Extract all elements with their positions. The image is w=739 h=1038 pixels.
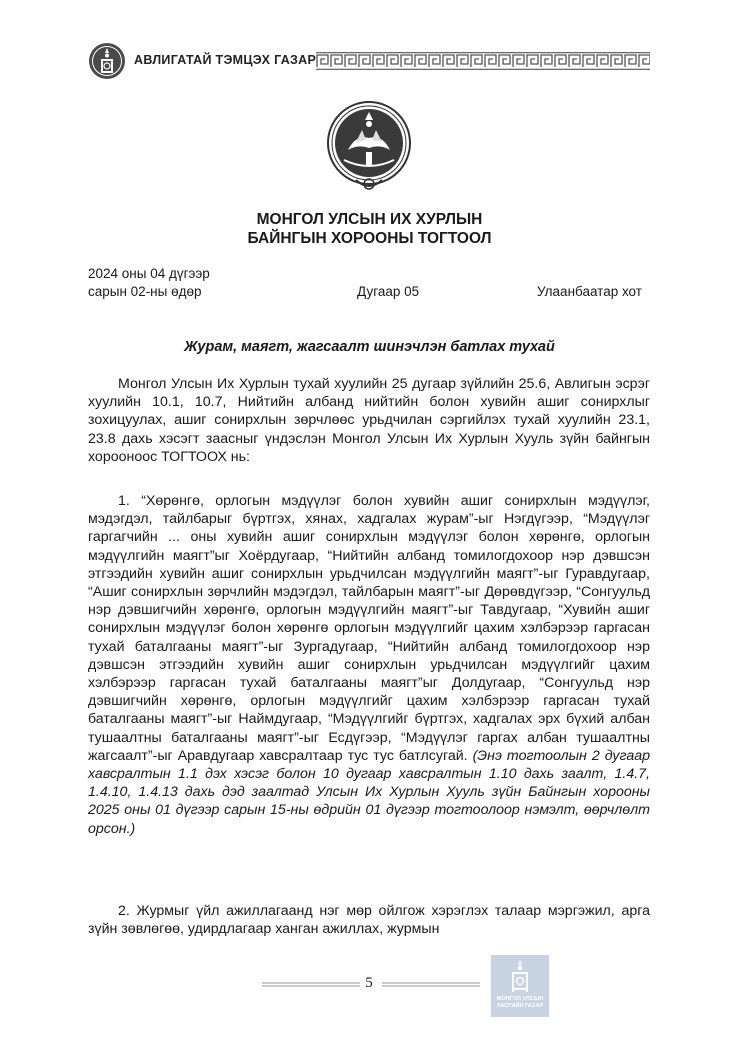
footer-rule-right — [382, 982, 480, 987]
page-number: 5 — [365, 975, 373, 991]
footer-rule-left — [262, 982, 360, 987]
document-place: Улаанбаатар хот — [537, 284, 642, 299]
document-number: Дугаар 05 — [357, 284, 420, 299]
item-1-paragraph — [88, 492, 650, 838]
date-line2: сарын 02-ны өдөр — [88, 284, 202, 299]
state-emblem-icon — [326, 100, 412, 195]
government-logo — [491, 955, 549, 1017]
intro-paragraph: Монгол Улсын Их Хурлын тухай хуулийн 25 дугаар зүйлийн 25.6, Авлигын эсрэг хуулийн 10.1, 10.7, Нийтийн албанд нийтийн болон хувийн ашиг сонирхлыг зохицуулах, ашиг сонирхлын зөрчлөөс урьдчилан сэргийлэх тухай хуулийн 23.1, 23.8 дахь хэсэгт заасныг үндэслэн Монгол Улсын Их Хурлын Хууль зүйн байнгын хорооноос ТОГТООХ нь: — [88, 376, 650, 465]
date-line1: 2024 оны 04 дүгээр — [88, 266, 210, 281]
item-1-amendment-note: (Энэ тогтоолын 2 дугаар хавсралтын 1.1 дэх хэсэг болон 10 дугаар хавсралтын 1.10 дахь заалт, 1.4.7, 1.4.10, 1.4.13 дахь дэд заалтад Улсын Их Хурлын Хууль зүйн Байнгын хорооны 2025 оны 01 дүгээр сарын 15-ны өдрийн 01 дүгээр тогтоолоор нэмэлт, өөрчлөлт орсон.) — [88, 747, 650, 837]
document-subject: Журам, маягт, жагсаалт шинэчлэн батлах тухай — [184, 339, 555, 355]
ornament-band — [316, 52, 650, 70]
item-1-text: 1. “Хөрөнгө, орлогын мэдүүлэг болон хувийн ашиг сонирхлын мэдүүлэг, мэдэгдэл, тайлбарыг бүртгэх, хянах, хадгалах журам”-ыг Нэгдүгээр, “Мэдүүлэг гаргагчийн ... оны хувийн ашиг сонирхлын мэдүүлэг болон хөрөнгө, орлогын мэдүүлгийн маягт”ыг Хоёрдугаар, “Нийтийн албанд томилогдохоор нэр дэвшсэн этгээдийн хувийн ашиг сонирхлын урьдчилсан мэдүүлгийн маягт”-ыг Гуравдугаар, “Ашиг сонирхлын зөрчлийн мэдэгдэл, тайлбарын маягт”-ыг Дөрөвдүгээр, “Сонгуульд нэр дэвшигчийн хөрөнгө, орлогын мэдүүлгийн маягт”-ыг Тавдугаар, “Хувийн ашиг сонирхлын мэдүүлэг болон хөрөнгө орлогын мэдүүлгийг цахим хэлбэрээр гаргасан тухай баталгааны маягт”-ыг Зургадугаар, “Нийтийн албанд томилогдохоор нэр дэвшсэн этгээдийн хувийн ашиг сонирхлын урьдчилсан мэдүүлгийг цахим хэлбэрээр гаргасан тухай баталгааны маягт”ыг Долдугаар, “Сонгуульд нэр дэвшигчийн хөрөнгө, орлогын мэдүүлгийг цахим хэлбэрээр гаргасан тухай баталгааны маягт”-ыг Наймдугаар, “Мэдүүлгийг бүртгэх, хадгалах эрх бүхий албан тушаалтны баталгааны маягт”-ыг Есдүгээр, “Мэдүүлэг гаргах албан тушаалтны жагсаалт”-ыг Аравдугаар хавсралтаар тус тус батлсугай. — [88, 493, 650, 764]
gov-logo-line1: МОНГОЛ УЛСЫН — [496, 996, 544, 1002]
document-title-line1: МОНГОЛ УЛСЫН ИХ ХУРЛЫН — [256, 211, 483, 228]
soyombo-icon — [510, 960, 530, 994]
soyombo-emblem-icon — [88, 42, 126, 80]
item-2-paragraph: 2. Журмыг үйл ажиллагаанд нэг мөр ойлгож хэрэглэх талаар мэргэжил, арга зүйн зөвлөгөө, удирдлагаар ханган ажиллах, журмын — [88, 903, 650, 938]
agency-name: АВЛИГАТАЙ ТЭМЦЭХ ГАЗАР — [134, 53, 317, 67]
document-title-line2: БАЙНГЫН ХОРООНЫ ТОГТООЛ — [247, 230, 492, 247]
gov-logo-line2: ЗАСГИЙН ГАЗАР — [496, 1003, 544, 1009]
page-header — [88, 42, 650, 80]
